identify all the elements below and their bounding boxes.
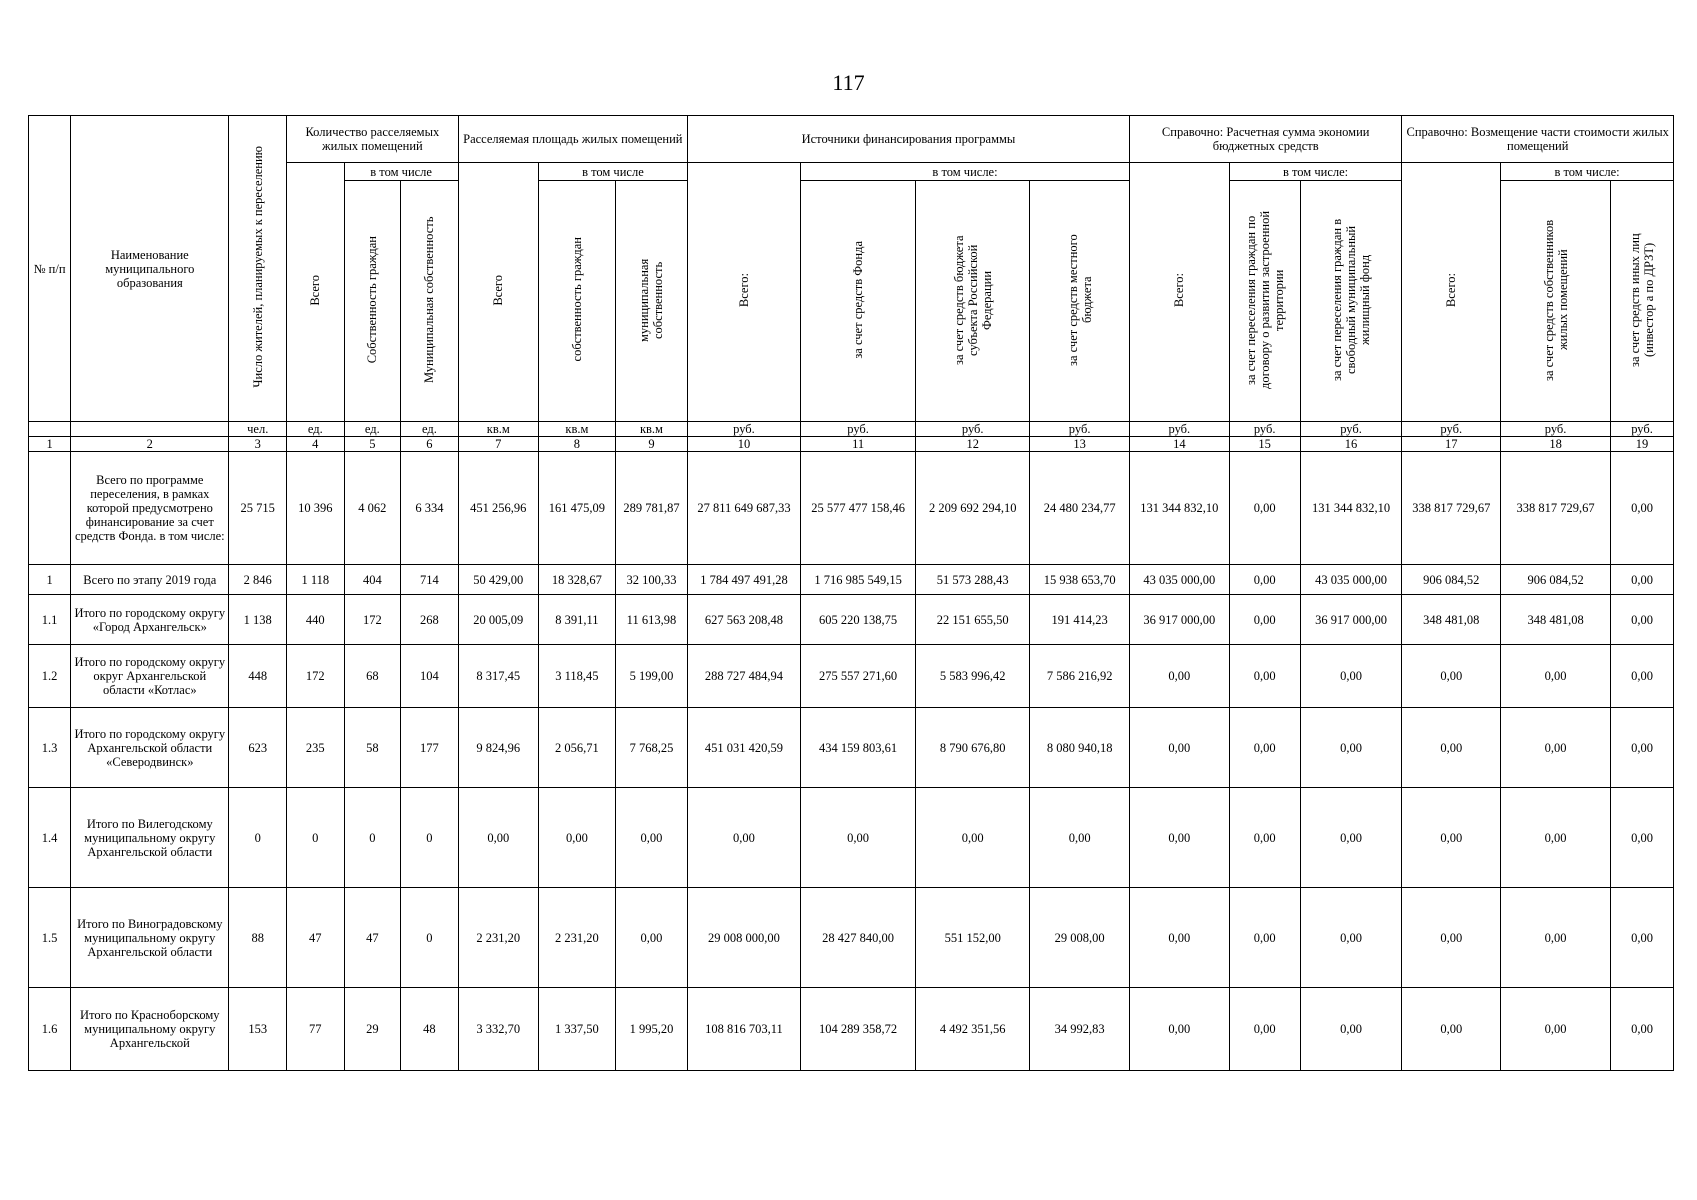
row-value: 0,00 — [801, 788, 916, 888]
unit-cell — [71, 422, 229, 437]
program-table — [28, 115, 1674, 1071]
row-value: 3 332,70 — [458, 988, 538, 1071]
table-row — [29, 888, 1674, 988]
row-value: 0,00 — [1611, 708, 1674, 788]
col-number: 16 — [1300, 437, 1402, 452]
table-row — [29, 452, 1674, 565]
row-value: 43 035 000,00 — [1129, 565, 1229, 595]
unit-cell: руб. — [801, 422, 916, 437]
row-value: 0,00 — [1402, 645, 1501, 708]
col-number: 2 — [71, 437, 229, 452]
row-value: 0,00 — [615, 888, 687, 988]
row-value: 50 429,00 — [458, 565, 538, 595]
row-value: 27 811 649 687,33 — [687, 452, 800, 565]
header-c17: Всего: — [1402, 163, 1501, 422]
row-value: 47 — [287, 888, 345, 988]
row-name: Всего по этапу 2019 года — [71, 565, 229, 595]
row-value: 714 — [401, 565, 459, 595]
col-number: 6 — [401, 437, 459, 452]
row-value: 451 256,96 — [458, 452, 538, 565]
row-value: 288 727 484,94 — [687, 645, 800, 708]
row-value: 3 118,45 — [538, 645, 615, 708]
row-value: 440 — [287, 595, 345, 645]
row-name: Итого по Вилегодскому муниципальному округу Архангельской области — [71, 788, 229, 888]
column-numbers-row — [29, 437, 1674, 452]
row-value: 18 328,67 — [538, 565, 615, 595]
unit-cell: кв.м — [615, 422, 687, 437]
row-value: 0,00 — [1611, 645, 1674, 708]
col-number: 18 — [1501, 437, 1611, 452]
row-value: 5 583 996,42 — [916, 645, 1030, 708]
unit-cell: руб. — [1402, 422, 1501, 437]
header-c14: Всего: — [1129, 163, 1229, 422]
table-row — [29, 565, 1674, 595]
header-name: Наименование муниципального образования — [71, 116, 229, 422]
row-name: Итого по городскому округу «Город Архангельск» — [71, 595, 229, 645]
row-value: 0 — [287, 788, 345, 888]
row-number: 1.3 — [29, 708, 71, 788]
row-value: 348 481,08 — [1402, 595, 1501, 645]
row-value: 0,00 — [1300, 645, 1402, 708]
row-number: 1.5 — [29, 888, 71, 988]
header-in-that-rooms: в том числе — [344, 163, 458, 181]
row-value: 0,00 — [1300, 708, 1402, 788]
header-in-that-econ: в том числе: — [1229, 163, 1402, 181]
row-value: 268 — [401, 595, 459, 645]
header-c10: Всего: — [687, 163, 800, 422]
row-number — [29, 452, 71, 565]
unit-cell: руб. — [916, 422, 1030, 437]
row-value: 235 — [287, 708, 345, 788]
header-c4: Всего — [287, 163, 345, 422]
unit-cell: кв.м — [538, 422, 615, 437]
row-value: 20 005,09 — [458, 595, 538, 645]
row-value: 172 — [287, 645, 345, 708]
row-value: 0 — [344, 788, 401, 888]
col-number: 10 — [687, 437, 800, 452]
row-value: 7 768,25 — [615, 708, 687, 788]
row-value: 434 159 803,61 — [801, 708, 916, 788]
col-number: 14 — [1129, 437, 1229, 452]
table-row — [29, 645, 1674, 708]
row-value: 191 414,23 — [1030, 595, 1130, 645]
row-number: 1.1 — [29, 595, 71, 645]
row-value: 108 816 703,11 — [687, 988, 800, 1071]
row-value: 36 917 000,00 — [1129, 595, 1229, 645]
row-value: 0 — [229, 788, 287, 888]
row-value: 0,00 — [1229, 888, 1300, 988]
row-value: 627 563 208,48 — [687, 595, 800, 645]
row-value: 0,00 — [1402, 888, 1501, 988]
header-area-group: Расселяемая площадь жилых помещений — [458, 116, 687, 163]
table-row — [29, 988, 1674, 1071]
row-value: 289 781,87 — [615, 452, 687, 565]
header-c7: Всего — [458, 163, 538, 422]
row-value: 275 557 271,60 — [801, 645, 916, 708]
row-value: 1 118 — [287, 565, 345, 595]
row-value: 25 577 477 158,46 — [801, 452, 916, 565]
col-number: 15 — [1229, 437, 1300, 452]
table-row — [29, 595, 1674, 645]
row-value: 348 481,08 — [1501, 595, 1611, 645]
row-value: 104 289 358,72 — [801, 988, 916, 1071]
col-number: 7 — [458, 437, 538, 452]
row-value: 32 100,33 — [615, 565, 687, 595]
header-in-that-fin: в том числе: — [801, 163, 1130, 181]
row-value: 0,00 — [1402, 708, 1501, 788]
row-value: 0,00 — [1611, 988, 1674, 1071]
row-value: 8 790 676,80 — [916, 708, 1030, 788]
row-value: 25 715 — [229, 452, 287, 565]
unit-cell: чел. — [229, 422, 287, 437]
units-row — [29, 422, 1674, 437]
row-value: 0,00 — [1501, 708, 1611, 788]
row-value: 0,00 — [458, 788, 538, 888]
row-value: 605 220 138,75 — [801, 595, 916, 645]
row-value: 47 — [344, 888, 401, 988]
row-value: 0,00 — [1501, 888, 1611, 988]
row-value: 0,00 — [1300, 888, 1402, 988]
row-value: 551 152,00 — [916, 888, 1030, 988]
col-number: 17 — [1402, 437, 1501, 452]
row-value: 5 199,00 — [615, 645, 687, 708]
row-value: 10 396 — [287, 452, 345, 565]
row-value: 0,00 — [1300, 988, 1402, 1071]
unit-cell: ед. — [401, 422, 459, 437]
row-value: 29 008,00 — [1030, 888, 1130, 988]
col-number: 8 — [538, 437, 615, 452]
row-value: 104 — [401, 645, 459, 708]
row-value: 131 344 832,10 — [1300, 452, 1402, 565]
row-value: 404 — [344, 565, 401, 595]
row-value: 8 080 940,18 — [1030, 708, 1130, 788]
table-row — [29, 788, 1674, 888]
header-c9: муниципальная собственность — [615, 181, 687, 422]
row-value: 0 — [401, 888, 459, 988]
row-name: Всего по программе переселения, в рамках которой предусмотрено финансирование за счет средств Фонда. в том числе: — [71, 452, 229, 565]
row-value: 88 — [229, 888, 287, 988]
row-value: 451 031 420,59 — [687, 708, 800, 788]
row-value: 0,00 — [1129, 988, 1229, 1071]
header-c6: Муниципальная собственность — [401, 181, 459, 422]
header-c18: за счет средств собственников жилых помещений — [1501, 181, 1611, 422]
header-c8: собственность граждан — [538, 181, 615, 422]
row-value: 623 — [229, 708, 287, 788]
row-number: 1.4 — [29, 788, 71, 888]
row-value: 0,00 — [1611, 595, 1674, 645]
row-value: 1 337,50 — [538, 988, 615, 1071]
row-value: 24 480 234,77 — [1030, 452, 1130, 565]
col-number: 19 — [1611, 437, 1674, 452]
row-value: 51 573 288,43 — [916, 565, 1030, 595]
row-value: 177 — [401, 708, 459, 788]
row-value: 34 992,83 — [1030, 988, 1130, 1071]
row-value: 0,00 — [916, 788, 1030, 888]
col-number: 3 — [229, 437, 287, 452]
col-number: 1 — [29, 437, 71, 452]
unit-cell: руб. — [687, 422, 800, 437]
row-value: 2 231,20 — [538, 888, 615, 988]
table-body — [29, 452, 1674, 1071]
header-in-that-area: в том числе — [538, 163, 687, 181]
row-value: 0,00 — [1501, 988, 1611, 1071]
row-number: 1.6 — [29, 988, 71, 1071]
row-value: 58 — [344, 708, 401, 788]
col-number: 11 — [801, 437, 916, 452]
row-value: 2 056,71 — [538, 708, 615, 788]
row-value: 29 — [344, 988, 401, 1071]
row-name: Итого по городскому округу Архангельской области «Северодвинск» — [71, 708, 229, 788]
header-num: № п/п — [29, 116, 71, 422]
row-value: 68 — [344, 645, 401, 708]
row-value: 0,00 — [1611, 788, 1674, 888]
table-row — [29, 708, 1674, 788]
col-number: 13 — [1030, 437, 1130, 452]
unit-cell: ед. — [287, 422, 345, 437]
row-value: 0,00 — [1229, 645, 1300, 708]
row-value: 2 209 692 294,10 — [916, 452, 1030, 565]
row-value: 29 008 000,00 — [687, 888, 800, 988]
row-value: 0,00 — [687, 788, 800, 888]
row-value: 15 938 653,70 — [1030, 565, 1130, 595]
row-value: 1 995,20 — [615, 988, 687, 1071]
row-value: 448 — [229, 645, 287, 708]
col-number: 4 — [287, 437, 345, 452]
unit-cell: руб. — [1129, 422, 1229, 437]
row-value: 36 917 000,00 — [1300, 595, 1402, 645]
header-in-that-comp: в том числе: — [1501, 163, 1674, 181]
row-value: 4 492 351,56 — [916, 988, 1030, 1071]
row-value: 338 817 729,67 — [1402, 452, 1501, 565]
header-c16: за счет переселения граждан в свободный муниципальный жилищный фонд — [1300, 181, 1402, 422]
row-name: Итого по Виноградовскому муниципальному округу Архангельской области — [71, 888, 229, 988]
row-value: 43 035 000,00 — [1300, 565, 1402, 595]
unit-cell: руб. — [1229, 422, 1300, 437]
row-value: 1 716 985 549,15 — [801, 565, 916, 595]
row-value: 1 784 497 491,28 — [687, 565, 800, 595]
row-value: 8 391,11 — [538, 595, 615, 645]
row-value: 0,00 — [1501, 645, 1611, 708]
row-name: Итого по городскому округу округ Архангельской области «Котлас» — [71, 645, 229, 708]
row-value: 172 — [344, 595, 401, 645]
col-number: 12 — [916, 437, 1030, 452]
row-value: 0,00 — [1129, 788, 1229, 888]
row-value: 0,00 — [1611, 452, 1674, 565]
row-value: 0,00 — [1129, 708, 1229, 788]
row-value: 153 — [229, 988, 287, 1071]
unit-cell — [29, 422, 71, 437]
row-value: 2 231,20 — [458, 888, 538, 988]
header-c19: за счет средств иных лиц (инвестор а по ДРЗТ) — [1611, 181, 1674, 422]
row-value: 0,00 — [1229, 565, 1300, 595]
row-value: 28 427 840,00 — [801, 888, 916, 988]
row-value: 0,00 — [615, 788, 687, 888]
unit-cell: кв.м — [458, 422, 538, 437]
row-value: 0,00 — [1229, 595, 1300, 645]
row-value: 161 475,09 — [538, 452, 615, 565]
header-comp-group: Справочно: Возмещение части стоимости жилых помещений — [1402, 116, 1674, 163]
row-value: 1 138 — [229, 595, 287, 645]
header-c12: за счет средств бюджета субъекта Российской Федерации — [916, 181, 1030, 422]
row-value: 7 586 216,92 — [1030, 645, 1130, 708]
row-value: 131 344 832,10 — [1129, 452, 1229, 565]
unit-cell: руб. — [1611, 422, 1674, 437]
header-c5: Собственность граждан — [344, 181, 401, 422]
header-c11: за счет средств Фонда — [801, 181, 916, 422]
row-value: 2 846 — [229, 565, 287, 595]
row-value: 338 817 729,67 — [1501, 452, 1611, 565]
row-value: 0,00 — [1611, 888, 1674, 988]
row-value: 6 334 — [401, 452, 459, 565]
row-number: 1 — [29, 565, 71, 595]
row-value: 0,00 — [538, 788, 615, 888]
row-value: 9 824,96 — [458, 708, 538, 788]
unit-cell: руб. — [1300, 422, 1402, 437]
row-value: 0,00 — [1030, 788, 1130, 888]
row-value: 0,00 — [1129, 888, 1229, 988]
header-econ-group: Справочно: Расчетная сумма экономии бюджетных средств — [1129, 116, 1401, 163]
row-value: 4 062 — [344, 452, 401, 565]
header-c13: за счет средств местного бюджета — [1030, 181, 1130, 422]
header-fin-group: Источники финансирования программы — [687, 116, 1129, 163]
row-value: 0 — [401, 788, 459, 888]
unit-cell: руб. — [1030, 422, 1130, 437]
row-value: 906 084,52 — [1402, 565, 1501, 595]
unit-cell: ед. — [344, 422, 401, 437]
row-value: 0,00 — [1300, 788, 1402, 888]
header-c15: за счет переселения граждан по договору о развитии застроенной территории — [1229, 181, 1300, 422]
row-value: 0,00 — [1229, 452, 1300, 565]
row-value: 0,00 — [1229, 708, 1300, 788]
row-value: 48 — [401, 988, 459, 1071]
row-name: Итого по Красноборскому муниципальному округу Архангельской — [71, 988, 229, 1071]
row-value: 77 — [287, 988, 345, 1071]
row-value: 11 613,98 — [615, 595, 687, 645]
unit-cell: руб. — [1501, 422, 1611, 437]
col-number: 5 — [344, 437, 401, 452]
row-value: 0,00 — [1611, 565, 1674, 595]
row-value: 8 317,45 — [458, 645, 538, 708]
header-residents: Число жителей, планируемых к переселению — [229, 116, 287, 422]
row-value: 0,00 — [1402, 788, 1501, 888]
row-value: 0,00 — [1229, 988, 1300, 1071]
row-value: 0,00 — [1501, 788, 1611, 888]
row-number: 1.2 — [29, 645, 71, 708]
row-value: 0,00 — [1229, 788, 1300, 888]
row-value: 0,00 — [1129, 645, 1229, 708]
row-value: 906 084,52 — [1501, 565, 1611, 595]
header-rooms-group: Количество расселяемых жилых помещений — [287, 116, 459, 163]
page-number: 117 — [832, 70, 865, 95]
col-number: 9 — [615, 437, 687, 452]
row-value: 0,00 — [1402, 988, 1501, 1071]
row-value: 22 151 655,50 — [916, 595, 1030, 645]
